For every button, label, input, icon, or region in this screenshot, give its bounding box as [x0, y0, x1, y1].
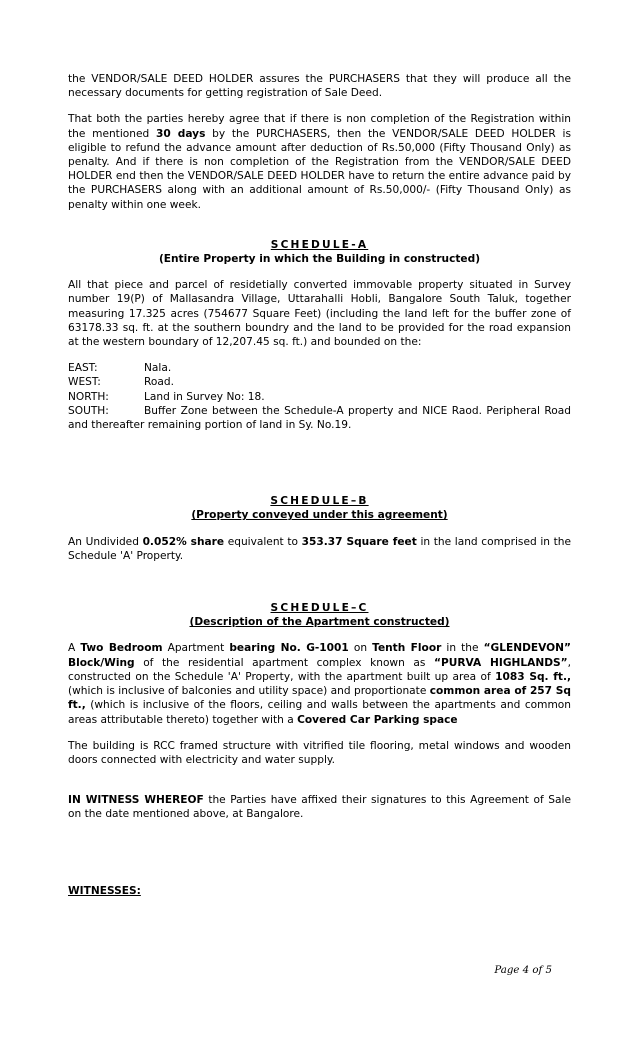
- bold-run: bearing No. G-1001: [229, 642, 349, 655]
- paragraph-registration-penalty: [68, 112, 571, 211]
- bold-run: IN WITNESS WHEREOF: [68, 794, 204, 807]
- bold-run: 1083 Sq. ft.,: [495, 670, 571, 683]
- boundary-south: [68, 404, 571, 432]
- text-run: by the PURCHASERS, then the VENDOR/SALE DEED HOLDER is eligible to refund the advance amount after deduction of Rs.50,000 (Fifty Thousand Only) as penalty. And if there is non completion of the Registration from the VENDOR/SALE DEED HOLDER end then the VENDOR/SALE DEED HOLDER have to return the entire advance paid by the PURCHASERS along with an additional amount of Rs.50,000/- (Fifty Thousand Only) as penalty within one week.: [68, 127, 571, 211]
- text-run: (which is inclusive of balconies and utility space) and proportionate: [68, 685, 430, 698]
- text-run: An Undivided: [68, 535, 143, 548]
- schedule-a-title: SCHEDULE-A: [270, 238, 369, 251]
- boundary-north: [68, 390, 571, 404]
- bold-run: 30 days: [155, 127, 206, 140]
- bold-run: “PURVA HIGHLANDS”: [433, 656, 568, 669]
- boundary-value: Land in Survey No: 18.: [144, 390, 265, 403]
- text-run: equivalent to: [224, 535, 302, 548]
- schedule-c-subtitle: (Description of the Apartment constructed): [189, 616, 450, 629]
- text-run: on: [348, 642, 373, 655]
- building-structure-paragraph: The building is RCC framed structure with vitrified tile flooring, metal windows and wooden doors connected with electricity and water supply.: [68, 739, 571, 766]
- boundary-value: Road.: [144, 376, 174, 389]
- page-number: Page 4 of 5: [494, 965, 552, 976]
- text-run: Apartment: [162, 642, 230, 655]
- boundary-west: [68, 375, 571, 389]
- boundary-value: Buffer Zone between the Schedule-A property and NICE Raod. Peripheral Road and thereafter remaining portion of land in Sy. No.19.: [68, 404, 571, 432]
- schedule-c-title: SCHEDULE–C: [270, 602, 369, 615]
- text-run: of the residential apartment complex known as: [134, 656, 434, 669]
- bold-run: 0.052% share: [142, 535, 225, 548]
- schedule-b-title: SCHEDULE–B: [270, 495, 369, 508]
- witnesses-heading: WITNESSES:: [68, 884, 141, 897]
- schedule-b-subtitle: (Property conveyed under this agreement): [191, 509, 448, 522]
- text-run: the Parties have affixed their signatures to this Agreement of Sale on the date mentioned above, at Bangalore.: [68, 794, 571, 821]
- bold-run: 353.37 Square feet: [301, 535, 417, 548]
- bold-run: Two Bedroom: [80, 642, 163, 655]
- text-run: (which is inclusive of the floors, ceiling and walls between the apartments and common areas attributable thereto) together with a: [68, 699, 571, 726]
- boundary-value: Nala.: [144, 362, 172, 375]
- bold-run: Tenth Floor: [372, 642, 442, 655]
- witness-paragraph: [68, 793, 571, 821]
- boundary-key: EAST:: [68, 362, 98, 375]
- schedule-a-body: All that piece and parcel of residetially converted immovable property situated in Survey number 19(P) of Mallasandra Village, Uttarahalli Hobli, Bangalore South Taluk, together measuring 17.325 acres (754677 Square Feet) (including the land left for the buffer zone of 63178.33 sq. ft. at the southern boundry and the land to be provided for the road expansion at the western boundary of 12,207.45 sq. ft.) and bounded on the:: [68, 279, 571, 349]
- schedule-c-body: [68, 641, 571, 726]
- document-page: [68, 72, 571, 898]
- boundary-key: WEST:: [68, 376, 101, 389]
- text-run: A: [68, 642, 81, 655]
- bold-run: “GLENDEVON” Block/Wing: [68, 642, 571, 669]
- bold-run: common area of 257 Sq ft.,: [68, 685, 571, 712]
- text-run: in the land comprised in the Schedule 'A' Property.: [68, 535, 572, 562]
- text-run: That both the parties hereby agree that if there is non completion of the Registration within the mentioned: [68, 113, 571, 140]
- boundary-east: [68, 361, 571, 375]
- text-run: , constructed on the Schedule 'A' Property, with the apartment built up area of: [68, 656, 571, 683]
- boundary-key: NORTH:: [68, 390, 109, 403]
- text-run: in the: [441, 642, 484, 655]
- boundary-key: SOUTH:: [68, 404, 109, 417]
- schedule-a-subtitle: (Entire Property in which the Building in constructed): [158, 253, 481, 266]
- paragraph-documents: the VENDOR/SALE DEED HOLDER assures the PURCHASERS that they will produce all the necessary documents for getting registration of Sale Deed.: [68, 73, 571, 100]
- schedule-b-body: [68, 535, 571, 563]
- bold-run: Covered Car Parking space: [297, 713, 458, 726]
